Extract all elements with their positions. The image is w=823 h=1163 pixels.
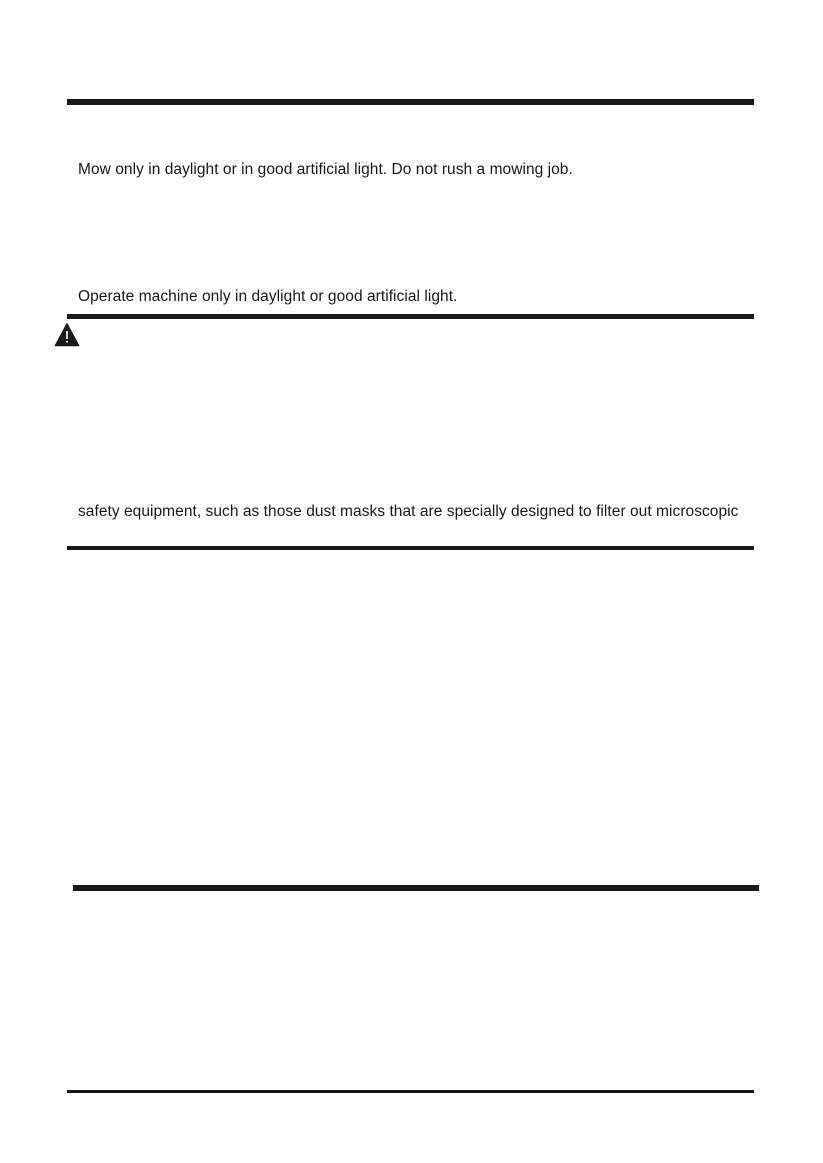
safety-equipment-text: safety equipment, such as those dust masks that are specially designed to filter out microscopic <box>78 503 739 520</box>
section-divider-lower <box>73 885 759 891</box>
section-divider-middle <box>67 546 754 550</box>
section-divider-warning <box>67 314 754 319</box>
daylight-operation-text: Operate machine only in daylight or good artificial light. <box>78 288 458 305</box>
warning-triangle-icon <box>54 322 93 347</box>
section-divider-top <box>67 99 754 105</box>
daylight-mowing-text: Mow only in daylight or in good artificial light. Do not rush a mowing job. <box>78 161 573 178</box>
section-divider-bottom <box>67 1090 754 1093</box>
